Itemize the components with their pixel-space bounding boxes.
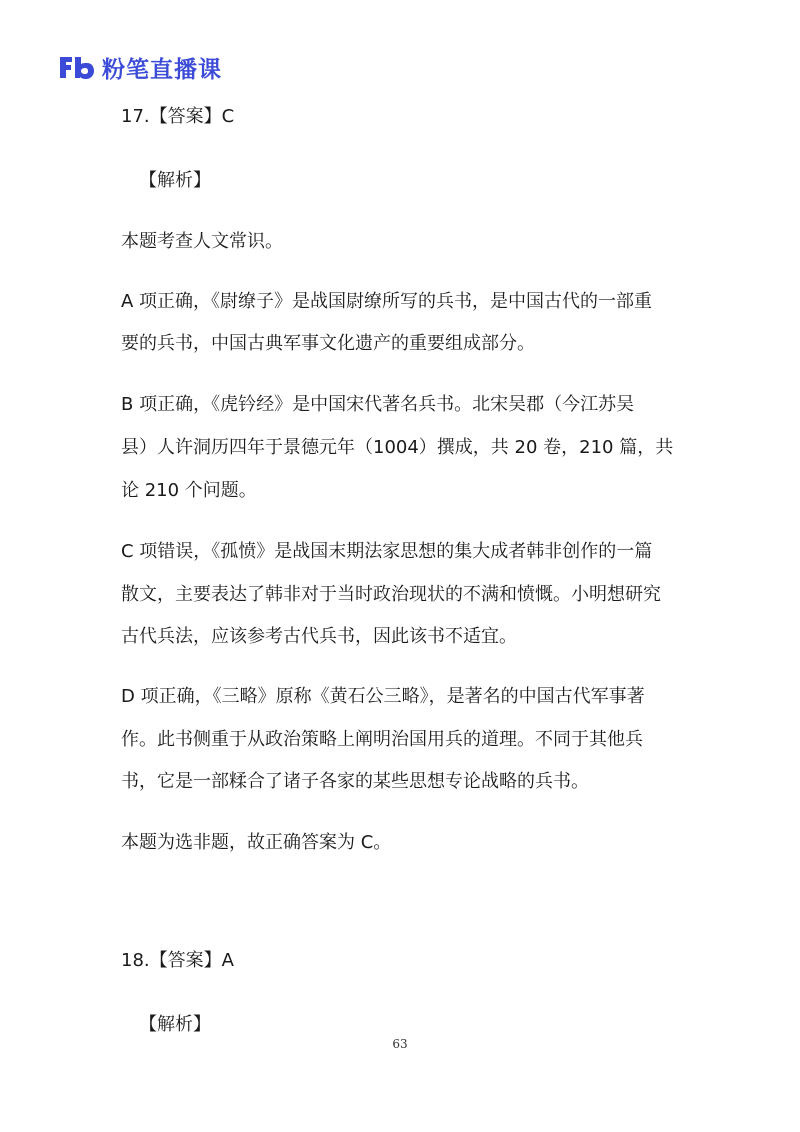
page-number: 63 <box>392 1037 408 1051</box>
q17-intro: 本题考查人文常识。 <box>121 231 283 252</box>
q18-answer: 18.【答案】A <box>121 950 234 971</box>
q17-option-c-line-2: 散文，主要表达了韩非对于当时政治现状的不满和愤慨。小明想研究 <box>121 584 661 605</box>
q17-option-b-line-1: B 项正确，《虎钤经》是中国宋代著名兵书。北宋吴郡（今江苏吴 <box>121 394 635 415</box>
q17-answer: 17.【答案】C <box>121 106 235 127</box>
q17-option-a-line-2: 要的兵书，中国古典军事文化遗产的重要组成部分。 <box>121 333 535 354</box>
brand-logo <box>58 52 222 82</box>
q17-conclusion: 本题为选非题，故正确答案为 C。 <box>121 832 392 853</box>
logo-text: 粉笔直播课 <box>102 56 222 83</box>
q17-option-d-line-3: 书，它是一部糅合了诸子各家的某些思想专论战略的兵书。 <box>121 771 589 792</box>
fenbi-logo-icon <box>58 54 96 80</box>
q17-option-c-line-1: C 项错误，《孤愤》是战国末期法家思想的集大成者韩非创作的一篇 <box>121 541 653 562</box>
q17-option-a-line-1: A 项正确，《尉缭子》是战国尉缭所写的兵书，是中国古代的一部重 <box>121 291 653 312</box>
q17-analysis-label: 【解析】 <box>139 170 211 191</box>
q17-option-b-line-3: 论 210 个问题。 <box>121 480 257 501</box>
q17-option-b-line-2: 县）人许洞历四年于景德元年（1004）撰成，共 20 卷，210 篇，共 <box>121 437 674 458</box>
q17-option-c-line-3: 古代兵法，应该参考古代兵书，因此该书不适宜。 <box>121 626 517 647</box>
q17-option-d-line-1: D 项正确，《三略》原称《黄石公三略》，是著名的中国古代军事著 <box>121 686 645 707</box>
q17-option-d-line-2: 作。此书侧重于从政治策略上阐明治国用兵的道理。不同于其他兵 <box>121 729 643 750</box>
q18-analysis-label: 【解析】 <box>139 1014 211 1035</box>
